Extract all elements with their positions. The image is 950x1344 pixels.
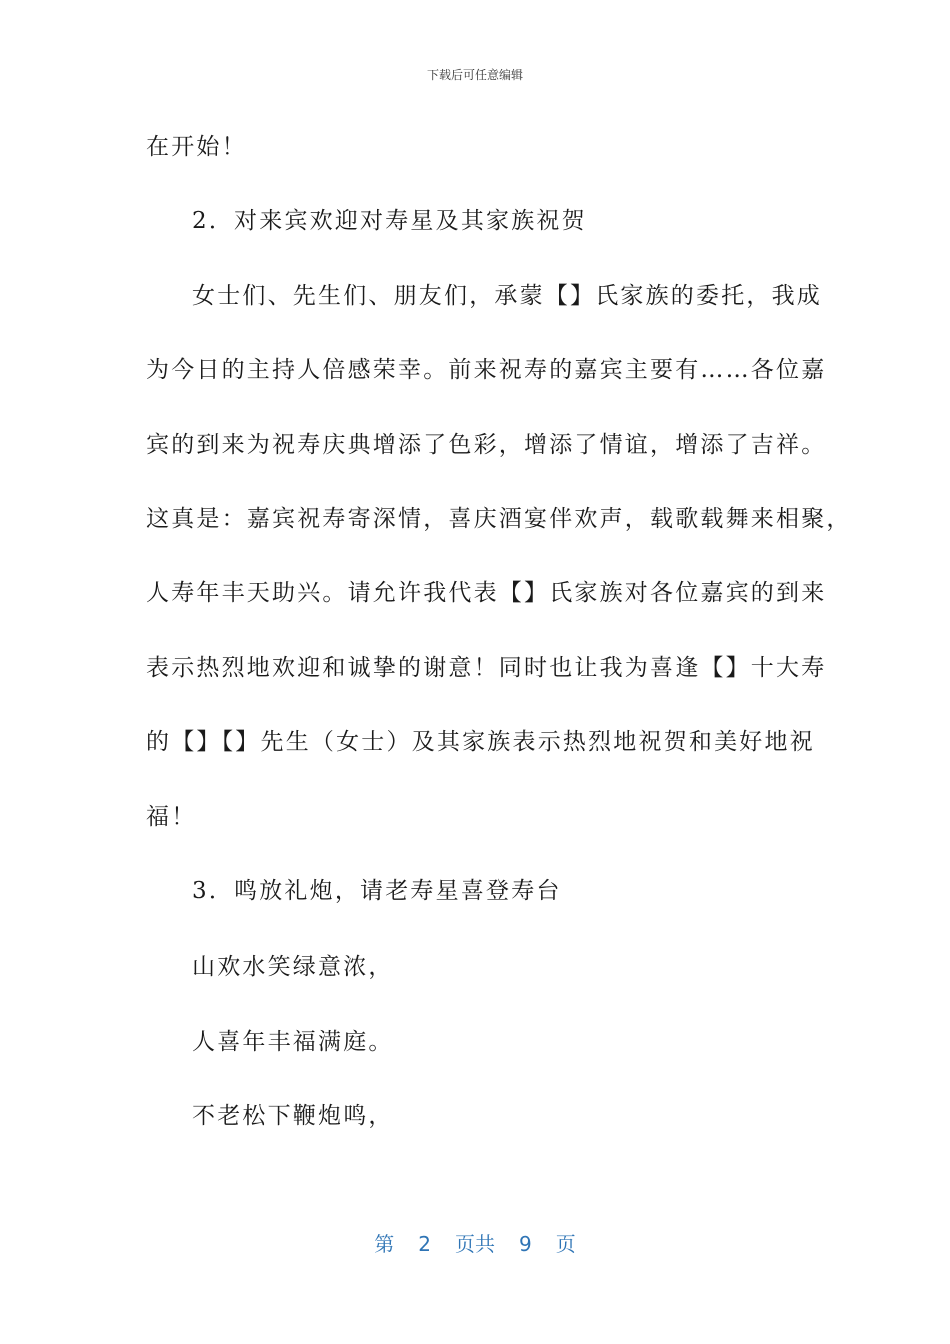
paragraph-line: 为今日的主持人倍感荣幸。前来祝寿的嘉宾主要有……各位嘉 [146, 357, 827, 383]
page-suffix: 页 [555, 1232, 576, 1256]
paragraph-line: 这真是：嘉宾祝寿寄深情，喜庆酒宴伴欢声，载歌载舞来相聚， [146, 506, 852, 532]
page-footer [0, 1228, 950, 1257]
poem-line: 人喜年丰福满庭。 [192, 1029, 394, 1055]
section-heading: 2．对来宾欢迎对寿星及其家族祝贺 [192, 208, 587, 234]
paragraph-line: 女士们、先生们、朋友们，承蒙【】氏家族的委托，我成 [192, 283, 822, 309]
poem-line: 山欢水笑绿意浓， [192, 954, 394, 980]
page-header-note: 下载后可任意编辑 [426, 68, 523, 82]
paragraph-line: 人寿年丰天助兴。请允许我代表【】氏家族对各位嘉宾的到来 [146, 580, 827, 606]
poem-line: 不老松下鞭炮鸣， [192, 1103, 394, 1129]
paragraph-line: 表示热烈地欢迎和诚挚的谢意！同时也让我为喜逢【】十大寿 [146, 655, 827, 681]
paragraph-line: 的【】【】先生（女士）及其家族表示热烈地祝贺和美好地祝 [146, 729, 815, 755]
paragraph-line: 福！ [146, 804, 197, 830]
page-number: 2 [418, 1232, 431, 1256]
page-prefix: 第 [374, 1232, 395, 1256]
page-middle: 页共 [455, 1232, 495, 1256]
paragraph-line: 宾的到来为祝寿庆典增添了色彩，增添了情谊，增添了吉祥。 [146, 432, 827, 458]
section-heading: 3．鸣放礼炮，请老寿星喜登寿台 [192, 878, 562, 904]
paragraph-line: 在开始！ [146, 134, 247, 160]
page-total: 9 [519, 1232, 532, 1256]
